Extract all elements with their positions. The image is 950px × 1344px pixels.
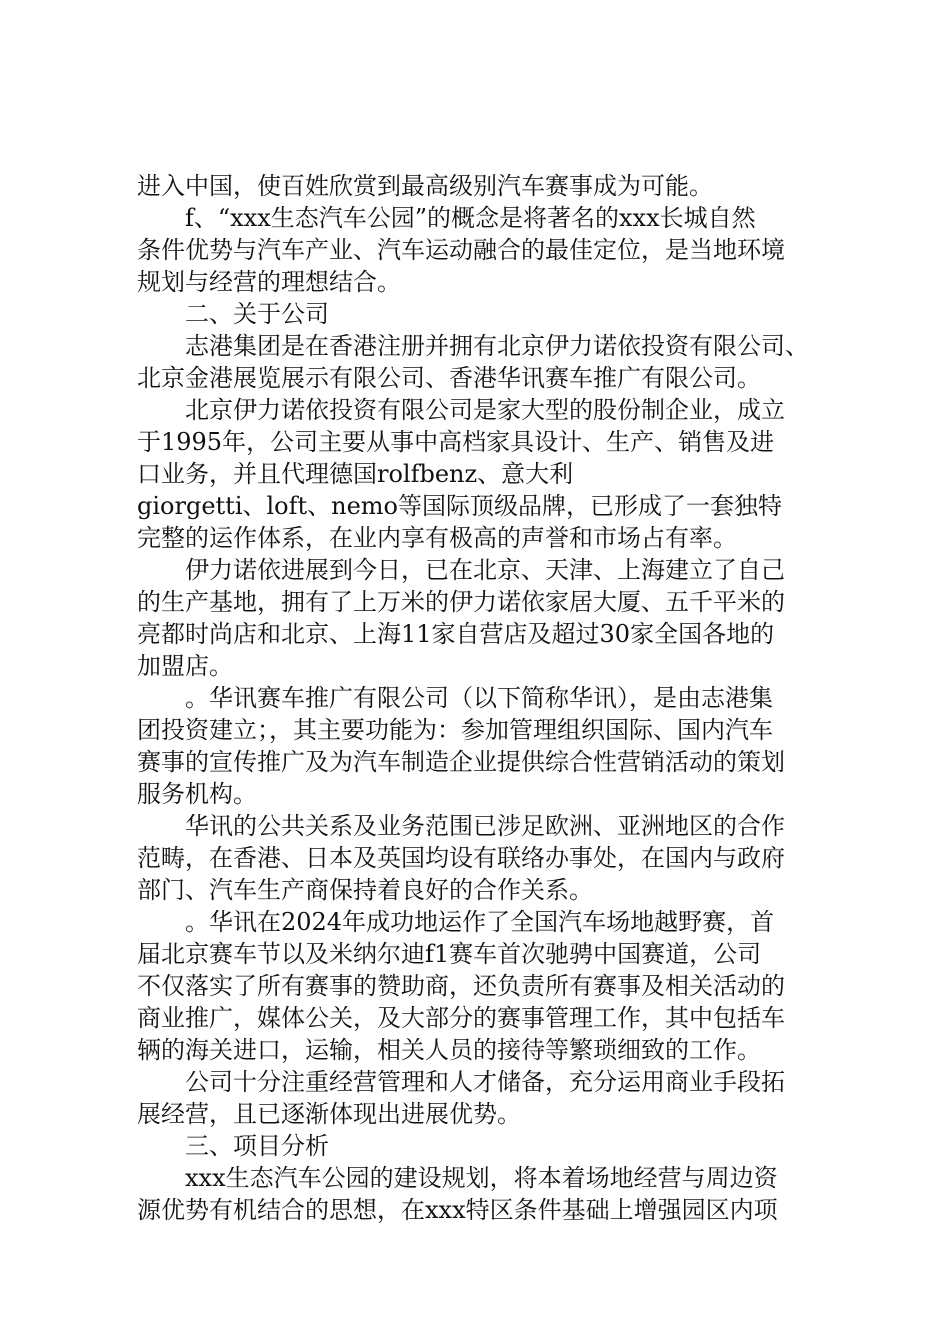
text-line: f、“xxx生态汽车公园”的概念是将著名的xxx长城自然 (185, 204, 756, 232)
paragraph (137, 202, 837, 298)
text-line: 规划与经营的理想结合。 (137, 268, 401, 296)
text-line: giorgetti、loft、nemo等国际顶级品牌，已形成了一套独特 (137, 492, 783, 520)
text-line: 。华讯在2024年成功地运作了全国汽车场地越野赛，首 (185, 908, 775, 936)
text-line: 北京金港展览展示有限公司、香港华讯赛车推广有限公司。 (137, 364, 761, 392)
text-line: 团投资建立；，其主要功能为：参加管理组织国际、国内汽车 (137, 716, 773, 744)
text-line: 北京伊力诺依投资有限公司是家大型的股份制企业，成立 (185, 396, 785, 424)
text-line: 华讯的公共关系及业务范围已涉足欧洲、亚洲地区的合作 (185, 812, 785, 840)
text-line: 服务机构。 (137, 780, 257, 808)
text-line: 条件优势与汽车产业、汽车运动融合的最佳定位，是当地环境 (137, 236, 785, 264)
text-line: 部门、汽车生产商保持着良好的合作关系。 (137, 876, 593, 904)
text-line: 口业务，并且代理德国rolfbenz、意大利 (137, 460, 574, 488)
paragraph (137, 554, 837, 682)
text-line: 二、关于公司 (185, 300, 329, 328)
text-line: xxx生态汽车公园的建设规划，将本着场地经营与周边资 (185, 1164, 778, 1192)
text-line: 届北京赛车节以及米纳尔迪f1赛车首次驰骋中国赛道，公司 (137, 940, 762, 968)
paragraph (137, 682, 837, 810)
text-line: 的生产基地，拥有了上万米的伊力诺依家居大厦、五千平米的 (137, 588, 785, 616)
text-line: 展经营，且已逐渐体现出进展优势。 (137, 1100, 521, 1128)
text-line: 完整的运作体系，在业内享有极高的声誉和市场占有率。 (137, 524, 737, 552)
paragraph (137, 810, 837, 906)
paragraph (137, 1130, 837, 1162)
text-line: 不仅落实了所有赛事的赞助商，还负责所有赛事及相关活动的 (137, 972, 785, 1000)
paragraph (137, 330, 837, 394)
text-line: 于1995年，公司主要从事中高档家具设计、生产、销售及进 (137, 428, 775, 456)
paragraph (137, 170, 837, 202)
paragraph (137, 1162, 837, 1226)
text-line: 亮都时尚店和北京、上海11家自营店及超过30家全国各地的 (137, 620, 775, 648)
document-body (137, 170, 837, 1226)
text-line: 三、项目分析 (185, 1132, 329, 1160)
text-line: 加盟店。 (137, 652, 233, 680)
paragraph (137, 906, 837, 1066)
paragraph (137, 298, 837, 330)
text-line: 进入中国，使百姓欣赏到最高级别汽车赛事成为可能。 (137, 172, 713, 200)
paragraph (137, 394, 837, 554)
text-line: 志港集团是在香港注册并拥有北京伊力诺依投资有限公司、 (185, 332, 809, 360)
text-line: 。华讯赛车推广有限公司（以下简称华讯），是由志港集 (185, 684, 773, 712)
text-line: 赛事的宣传推广及为汽车制造企业提供综合性营销活动的策划 (137, 748, 785, 776)
text-line: 商业推广，媒体公关，及大部分的赛事管理工作，其中包括车 (137, 1004, 785, 1032)
paragraph (137, 1066, 837, 1130)
text-line: 辆的海关进口，运输，相关人员的接待等繁琐细致的工作。 (137, 1036, 761, 1064)
text-line: 公司十分注重经营管理和人才储备，充分运用商业手段拓 (185, 1068, 785, 1096)
text-line: 源优势有机结合的思想，在xxx特区条件基础上增强园区内项 (137, 1196, 778, 1224)
text-line: 范畴，在香港、日本及英国均设有联络办事处，在国内与政府 (137, 844, 785, 872)
text-line: 伊力诺依进展到今日，已在北京、天津、上海建立了自己 (185, 556, 785, 584)
